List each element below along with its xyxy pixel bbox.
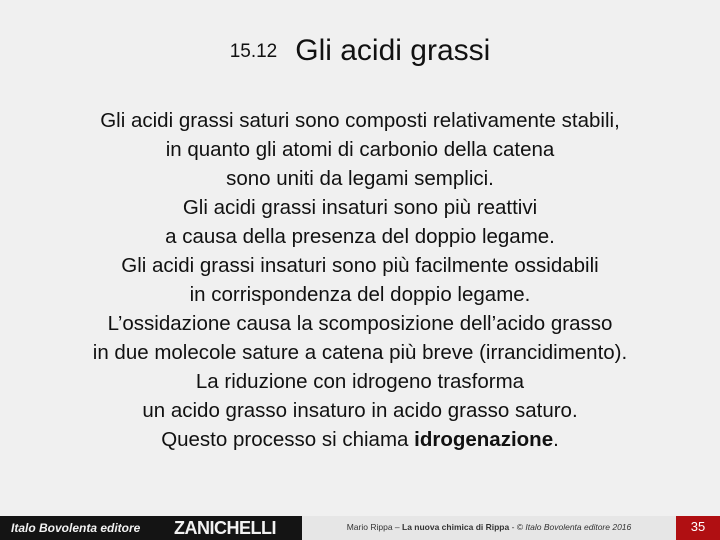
body-line: L’ossidazione causa la scomposizione dell’acido grasso [107,312,613,335]
page-title: Gli acidi grassi [295,34,491,67]
slide-body [20,106,700,454]
body-text: Questo processo si chiama [161,428,415,451]
body-line: in due molecole sature a catena più breve (irrancidimento). [92,341,628,364]
footer-credit [302,522,676,532]
body-line: Gli acidi grassi insaturi sono più facilmente ossidabili [121,254,599,277]
body-line: Gli acidi grassi saturi sono composti relativamente stabili, [100,109,620,132]
footer-publisher-block [0,516,302,540]
body-line: Gli acidi grassi insaturi sono più reattivi [182,196,538,219]
footer-credit-block [302,516,676,540]
body-line: a causa della presenza del doppio legame. [165,225,555,248]
book-title: La nuova chimica di Rippa [402,522,510,532]
slide-title [0,34,720,68]
page-badge [676,516,720,540]
copyright: © Italo Bovolenta editore 2016 [516,522,632,532]
footer-bar [0,516,720,540]
body-text: . [553,428,559,451]
author: Mario Rippa – [346,522,402,532]
section-number: 15.12 [229,41,278,62]
body-line: La riduzione con idrogeno trasforma [195,370,525,393]
body-line: un acido grasso insaturo in acido grasso saturo. [142,399,578,422]
page-number: 35 [690,519,706,534]
publisher-logo: Italo Bovolenta editore [11,521,141,535]
separator: - [509,522,517,532]
highlighted-term: idrogenazione [414,428,554,451]
body-line: in quanto gli atomi di carbonio della catena [165,138,555,161]
brand-logo: ZANICHELLI [174,518,276,538]
body-line: sono uniti da legami semplici. [226,167,494,190]
body-line-last [20,425,700,454]
body-line: in corrispondenza del doppio legame. [189,283,531,306]
